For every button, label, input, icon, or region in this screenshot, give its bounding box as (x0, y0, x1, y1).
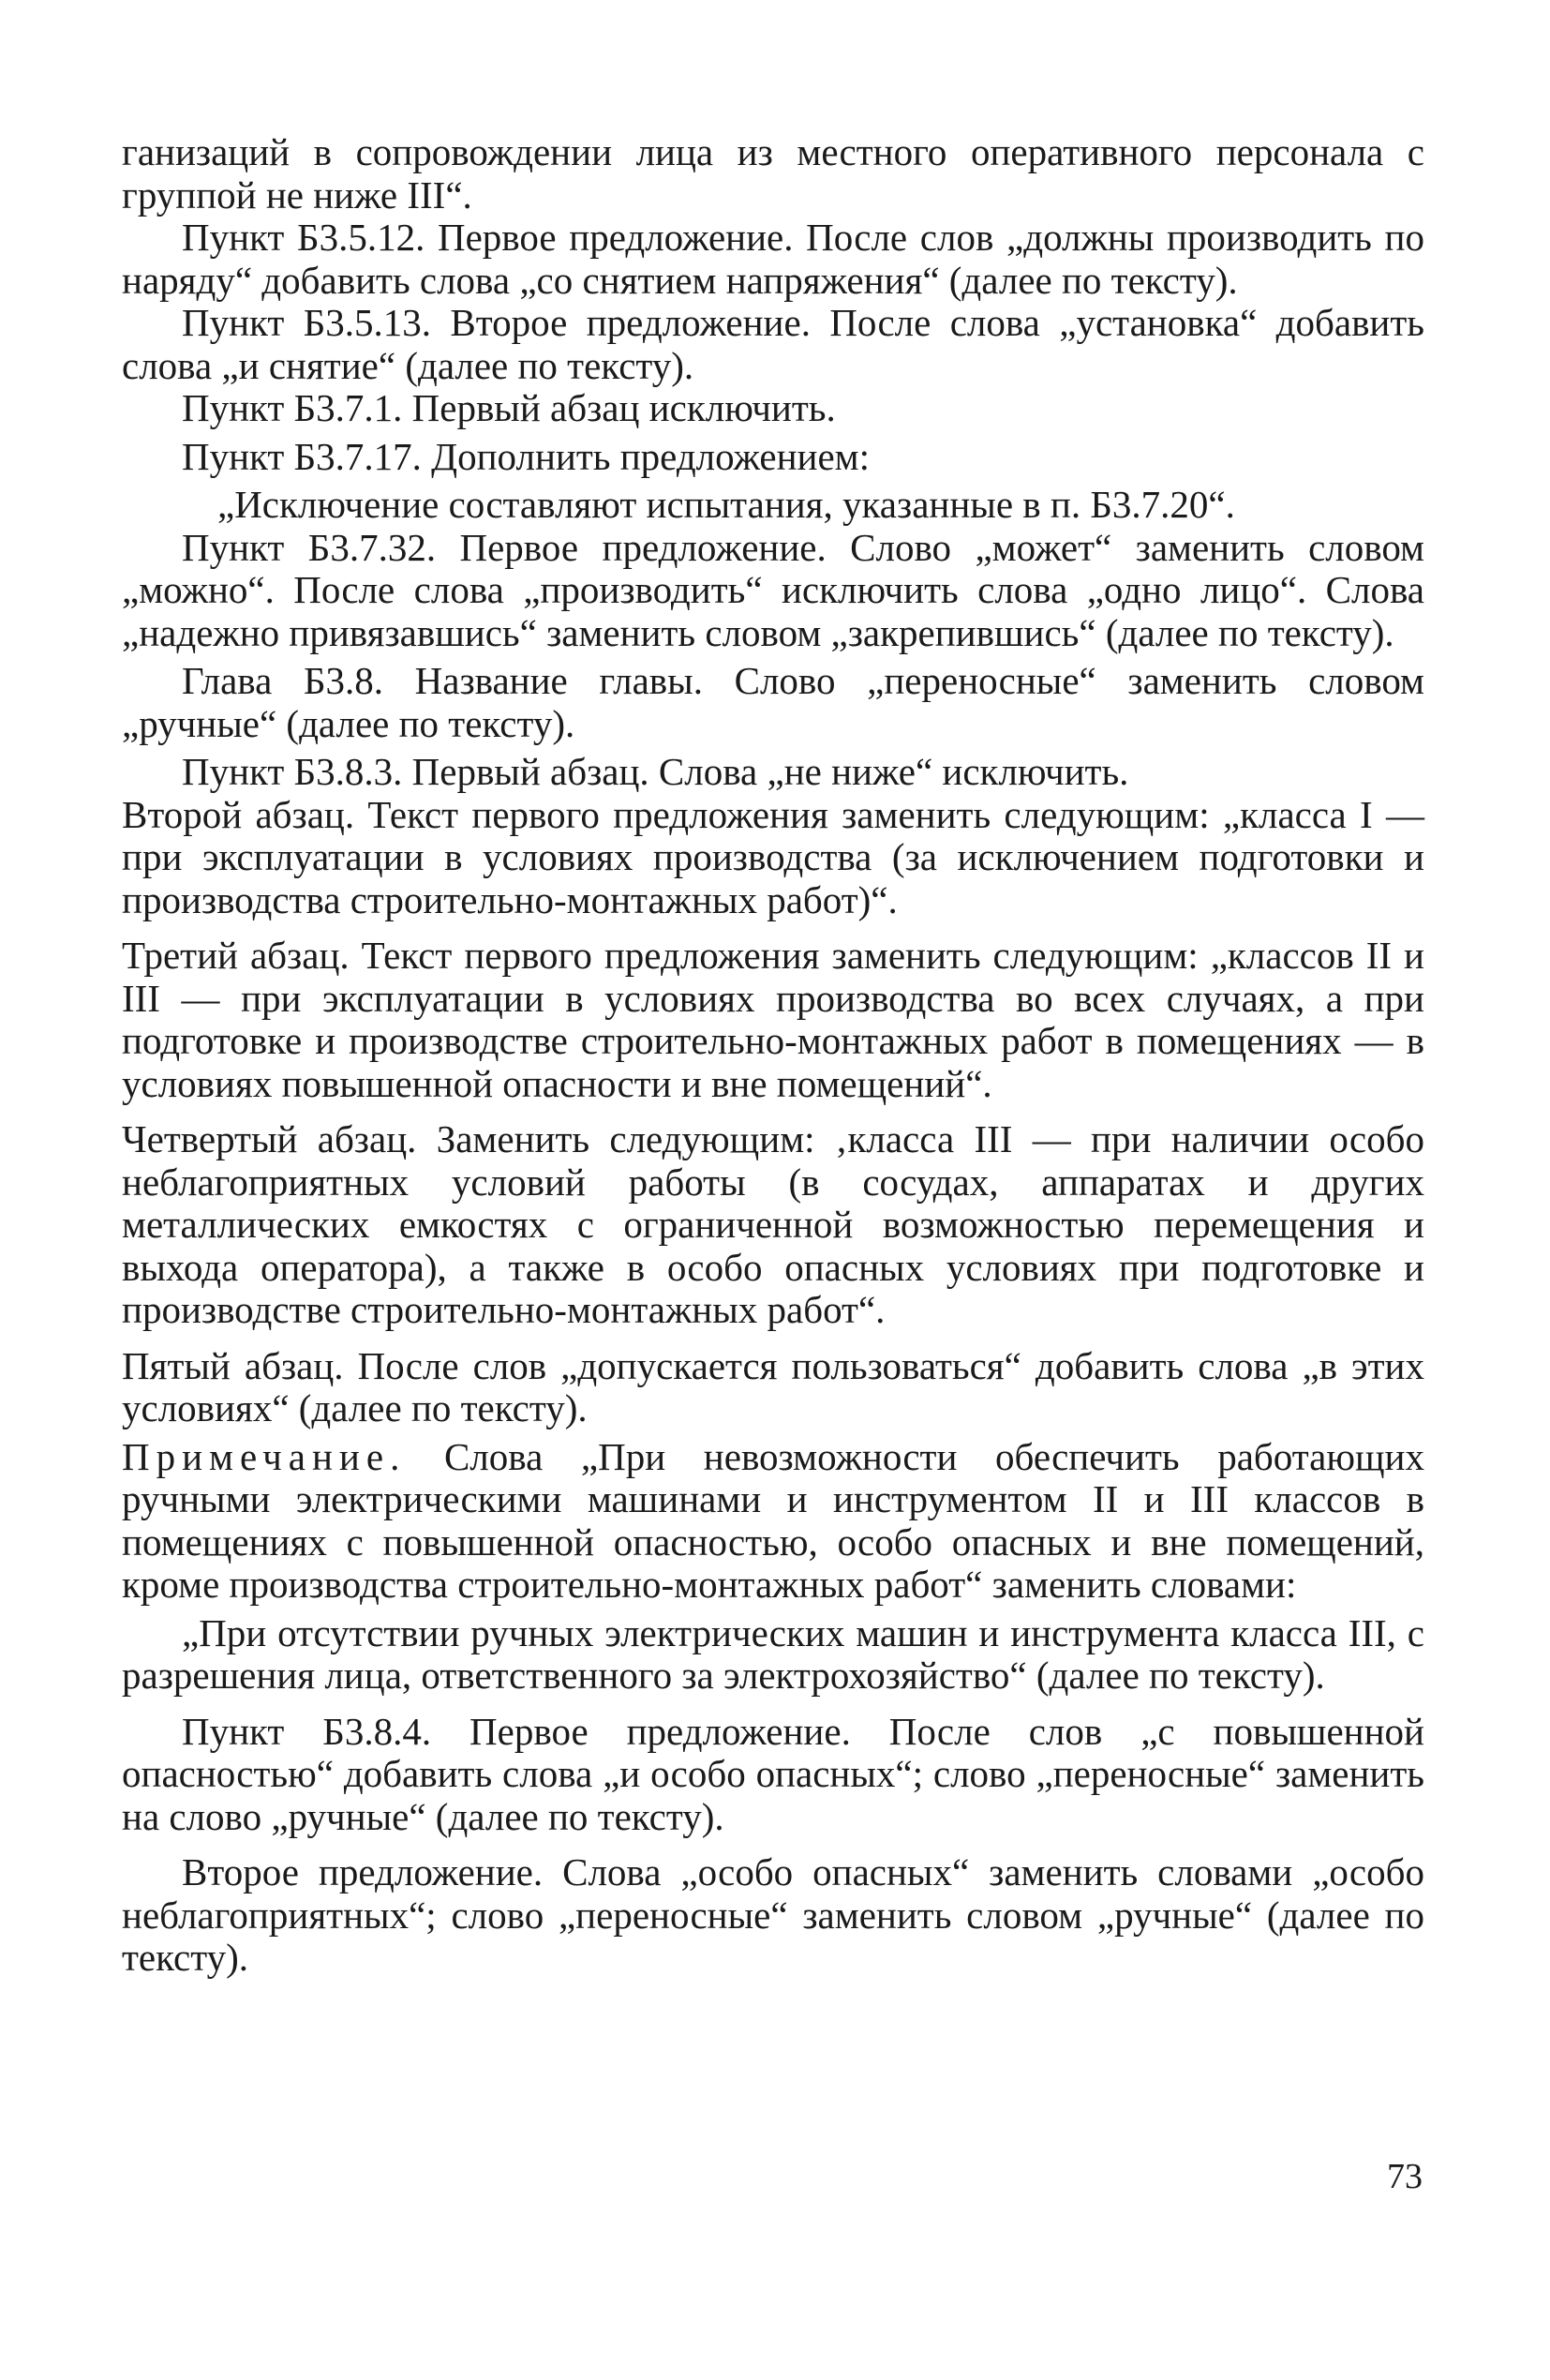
note-label: Примечание. (122, 1434, 407, 1478)
paragraph-note (122, 1436, 1424, 1607)
paragraph-second-abzac: Второй абзац. Текст первого предложения заменить следующим: „класса I — при эксплуатации в условиях производства (за исключением подготовки и производства строительно-монтажных работ)“. (122, 792, 1424, 921)
note-text: Слова „При невозможности обеспечить работающих ручными электрическими машинами и инструментом II и III классов в помещениях с повышенной опасностью, особо опасных и вне помещений, кроме производства строительно-монтажных работ“ заменить словами: (122, 1434, 1424, 1606)
paragraph-b3-7-1: Пункт Б3.7.1. Первый абзац исключить. (182, 386, 836, 429)
paragraph-fifth-abzac: Пятый абзац. После слов „допускается пользоваться“ добавить слова „в этих условиях“ (далее по тексту). (122, 1343, 1424, 1429)
paragraph-chapter-b3-8: Глава Б3.8. Название главы. Слово „переносные“ заменить словом „ручные“ (далее по тексту). (122, 659, 1424, 745)
quote-b3-7-17: „Исключение составляют испытания, указанные в п. Б3.7.20“. (217, 483, 1235, 526)
paragraph-continuation: ганизаций в сопровождении лица из местного оперативного персонала с группой не ниже III“. (122, 130, 1424, 217)
paragraph-b3-8-3: Пункт Б3.8.3. Первый абзац. Слова „не ниже“ исключить. (182, 750, 1129, 793)
paragraph-b3-8-4: Пункт Б3.8.4. Первое предложение. После слов „с повышенной опасностью“ добавить слова „и особо опасных“; слово „переносные“ заменить на слово „ручные“ (далее по тексту). (122, 1709, 1424, 1838)
paragraph-third-abzac: Третий абзац. Текст первого предложения заменить следующим: „классов II и III — при эксплуатации в условиях производства во всех случаях, а при подготовке и производстве строительно-монтажных работ в помещениях — в условиях повышенной опасности и вне помещений“. (122, 934, 1424, 1105)
quote-note-replacement: „При отсутствии ручных электрических машин и инструмента класса III, с разрешения лица, ответственного за электрохозяйство“ (далее по тексту). (122, 1610, 1424, 1697)
paragraph-b3-7-17: Пункт Б3.7.17. Дополнить предложением: (182, 434, 871, 478)
paragraph-b3-5-12: Пункт Б3.5.12. Первое предложение. После слов „должны производить по наряду“ добавить слова „со снятием напряжения“ (далее по тексту). (122, 216, 1424, 302)
paragraph-b3-8-4-second: Второе предложение. Слова „особо опасных“ заменить словами „особо неблагоприятных“; слово „переносные“ заменить словом „ручные“ (далее по тексту). (122, 1850, 1424, 1979)
page-number: 73 (1387, 2157, 1423, 2196)
paragraph-b3-5-13: Пункт Б3.5.13. Второе предложение. После слова „установка“ добавить слова „и снятие“ (далее по тексту). (122, 301, 1424, 387)
document-page (122, 131, 1424, 1980)
paragraph-b3-7-32: Пункт Б3.7.32. Первое предложение. Слово „может“ заменить словом „можно“. После слова „производить“ исключить слова „одно лицо“. Слова „надежно привязавшись“ заменить словом „закрепившись“ (далее по тексту). (122, 525, 1424, 654)
paragraph-fourth-abzac: Четвертый абзац. Заменить следующим: ‚класса III — при наличии особо неблагоприятных условий работы (в сосудах, аппаратах и других металлических емкостях с ограниченной возможностью перемещения и выхода оператора), а также в особо опасных условиях при подготовке и производстве строительно-монтажных работ“. (122, 1117, 1424, 1331)
